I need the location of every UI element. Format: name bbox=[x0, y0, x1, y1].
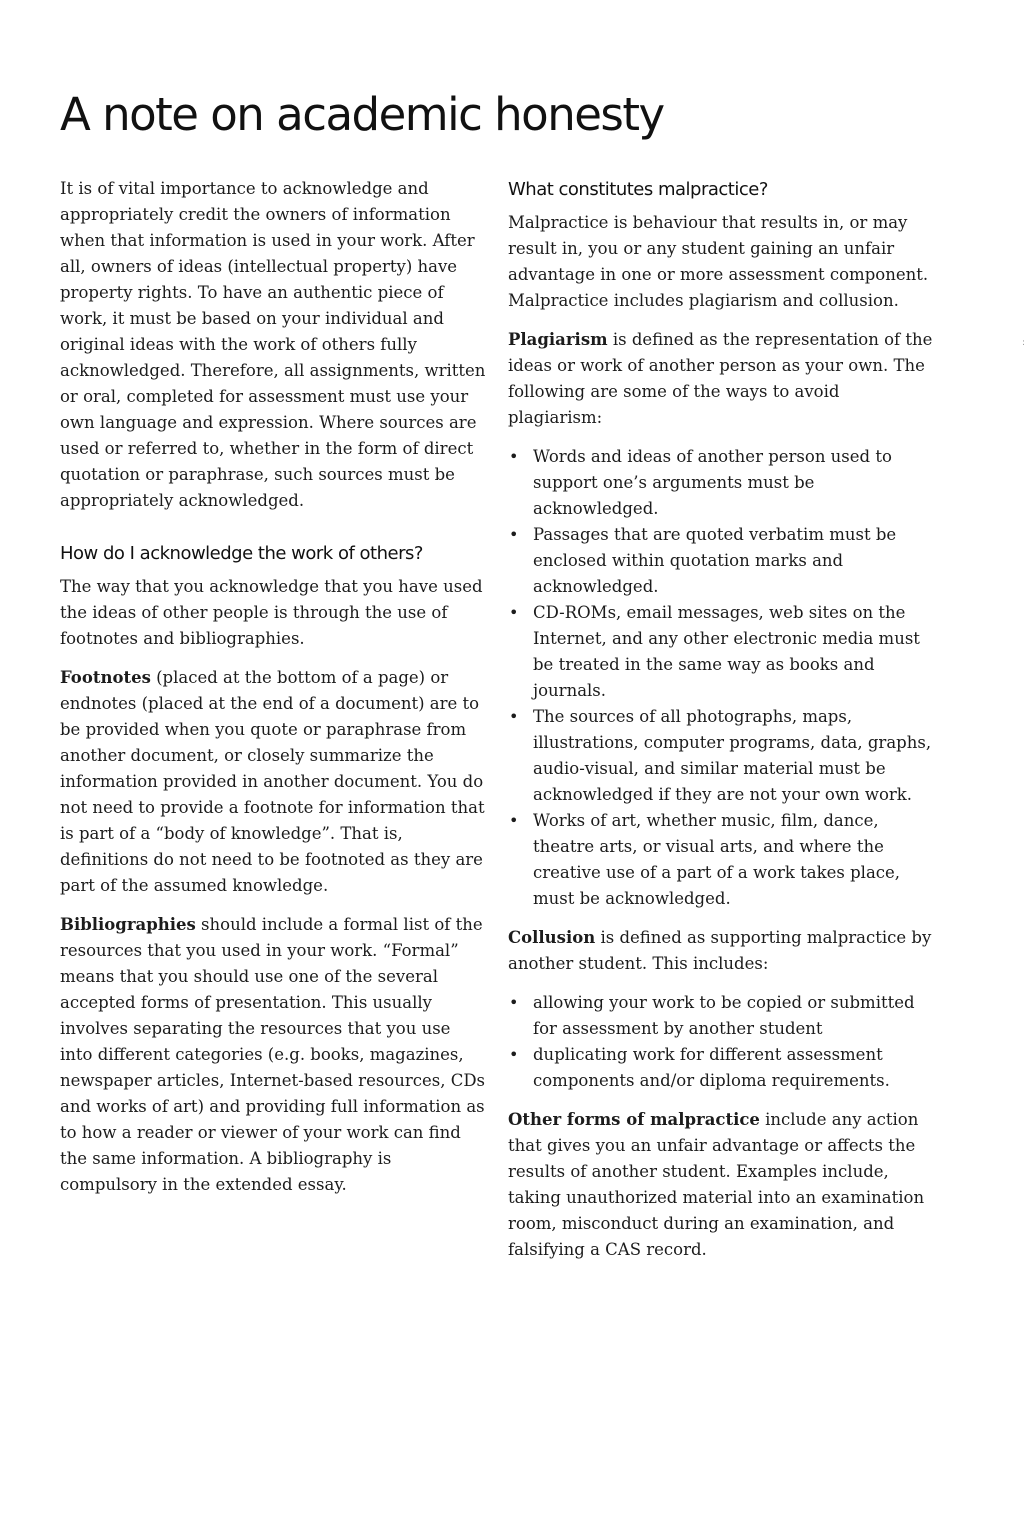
other-malpractice-text: include any action that gives you an unfair advantage or affects the results of another student. Examples include, taking unauthorized material into an examination room, misconduct during an examination, and falsifying a CAS record. bbox=[508, 1110, 925, 1259]
other-malpractice-paragraph bbox=[508, 1107, 938, 1263]
collusion-paragraph bbox=[508, 925, 938, 977]
list-item-text: duplicating work for different assessment components and/or diploma requirements. bbox=[533, 1045, 890, 1090]
bibliographies-paragraph bbox=[60, 912, 488, 1198]
plagiarism-paragraph bbox=[508, 327, 938, 431]
footnotes-text: (placed at the bottom of a page) or endnotes (placed at the end of a document) are to be provided when you quote or paraphrase from another document, or closely summarize the information provided in another document. You do not need to provide a footnote for information that is part of a “body of knowledge”. That is, definitions do not need to be footnoted as they are part of the assumed knowledge. bbox=[60, 668, 485, 895]
other-malpractice-term: Other forms of malpractice bbox=[508, 1110, 760, 1129]
bullet-icon: • bbox=[509, 811, 519, 830]
margin-mark: : bbox=[1022, 338, 1026, 348]
acknowledge-paragraph: The way that you acknowledge that you have used the ideas of other people is through the use of footnotes and bibliographies. bbox=[60, 577, 483, 648]
plagiarism-text: is defined as the representation of the ideas or work of another person as your own. The following are some of the ways to avoid plagiarism: bbox=[508, 330, 933, 427]
list-item-text: Passages that are quoted verbatim must be enclosed within quotation marks and acknowledged. bbox=[533, 525, 897, 596]
right-column bbox=[508, 176, 938, 1276]
bullet-icon: • bbox=[509, 447, 519, 466]
intro-paragraph: It is of vital importance to acknowledge and appropriately credit the owners of information when that information is used in your work. After all, owners of ideas (intellectual property) have property rights. To have an authentic piece of work, it must be based on your individual and original ideas with the work of others fully acknowledged. Therefore, all assignments, written or oral, completed for assessment must use your own language and expression. Where sources are used or referred to, whether in the form of direct quotation or paraphrase, such sources must be appropriately acknowledged. bbox=[60, 179, 486, 510]
bibliographies-text: should include a formal list of the resources that you used in your work. “Formal” means that you should use one of the several accepted forms of presentation. This usually involves separating the resources that you use into different categories (e.g. books, magazines, newspaper articles, Internet-based resources, CDs and works of art) and providing full information as to how a reader or viewer of your work can find the same information. A bibliography is compulsory in the extended essay. bbox=[60, 915, 486, 1194]
bibliographies-term: Bibliographies bbox=[60, 915, 196, 934]
footnotes-term: Footnotes bbox=[60, 668, 151, 687]
bullet-icon: • bbox=[509, 707, 519, 726]
footnotes-paragraph bbox=[60, 665, 488, 899]
plagiarism-list bbox=[508, 444, 938, 912]
bullet-icon: • bbox=[509, 603, 519, 622]
bullet-icon: • bbox=[509, 1045, 519, 1064]
collusion-list bbox=[508, 990, 938, 1094]
list-item bbox=[508, 522, 938, 600]
list-item-text: CD-ROMs, email messages, web sites on the Internet, and any other electronic media must be treated in the same way as books and journals. bbox=[533, 603, 920, 700]
malpractice-paragraph: Malpractice is behaviour that results in, or may result in, you or any student gaining an unfair advantage in one or more assessment component. Malpractice includes plagiarism and collusion. bbox=[508, 213, 929, 310]
list-item-text: The sources of all photographs, maps, illustrations, computer programs, data, graphs, audio-visual, and similar material must be acknowledged if they are not your own work. bbox=[533, 707, 932, 804]
list-item bbox=[508, 704, 938, 808]
list-item bbox=[508, 808, 938, 912]
list-item-text: Works of art, whether music, film, dance, theatre arts, or visual arts, and where the creative use of a part of a work takes place, must be acknowledged. bbox=[533, 811, 901, 908]
list-item bbox=[508, 990, 938, 1042]
list-item bbox=[508, 1042, 938, 1094]
acknowledge-heading: How do I acknowledge the work of others? bbox=[60, 543, 423, 564]
page-title: A note on academic honesty bbox=[60, 88, 664, 141]
collusion-term: Collusion bbox=[508, 928, 596, 947]
left-column bbox=[60, 176, 488, 1211]
list-item-text: Words and ideas of another person used to support one’s arguments must be acknowledged. bbox=[533, 447, 892, 518]
list-item bbox=[508, 600, 938, 704]
collusion-text: is defined as supporting malpractice by another student. This includes: bbox=[508, 928, 932, 973]
malpractice-heading: What constitutes malpractice? bbox=[508, 179, 768, 200]
list-item-text: allowing your work to be copied or submitted for assessment by another student bbox=[533, 993, 915, 1038]
plagiarism-term: Plagiarism bbox=[508, 330, 608, 349]
bullet-icon: • bbox=[509, 525, 519, 544]
list-item bbox=[508, 444, 938, 522]
bullet-icon: • bbox=[509, 993, 519, 1012]
